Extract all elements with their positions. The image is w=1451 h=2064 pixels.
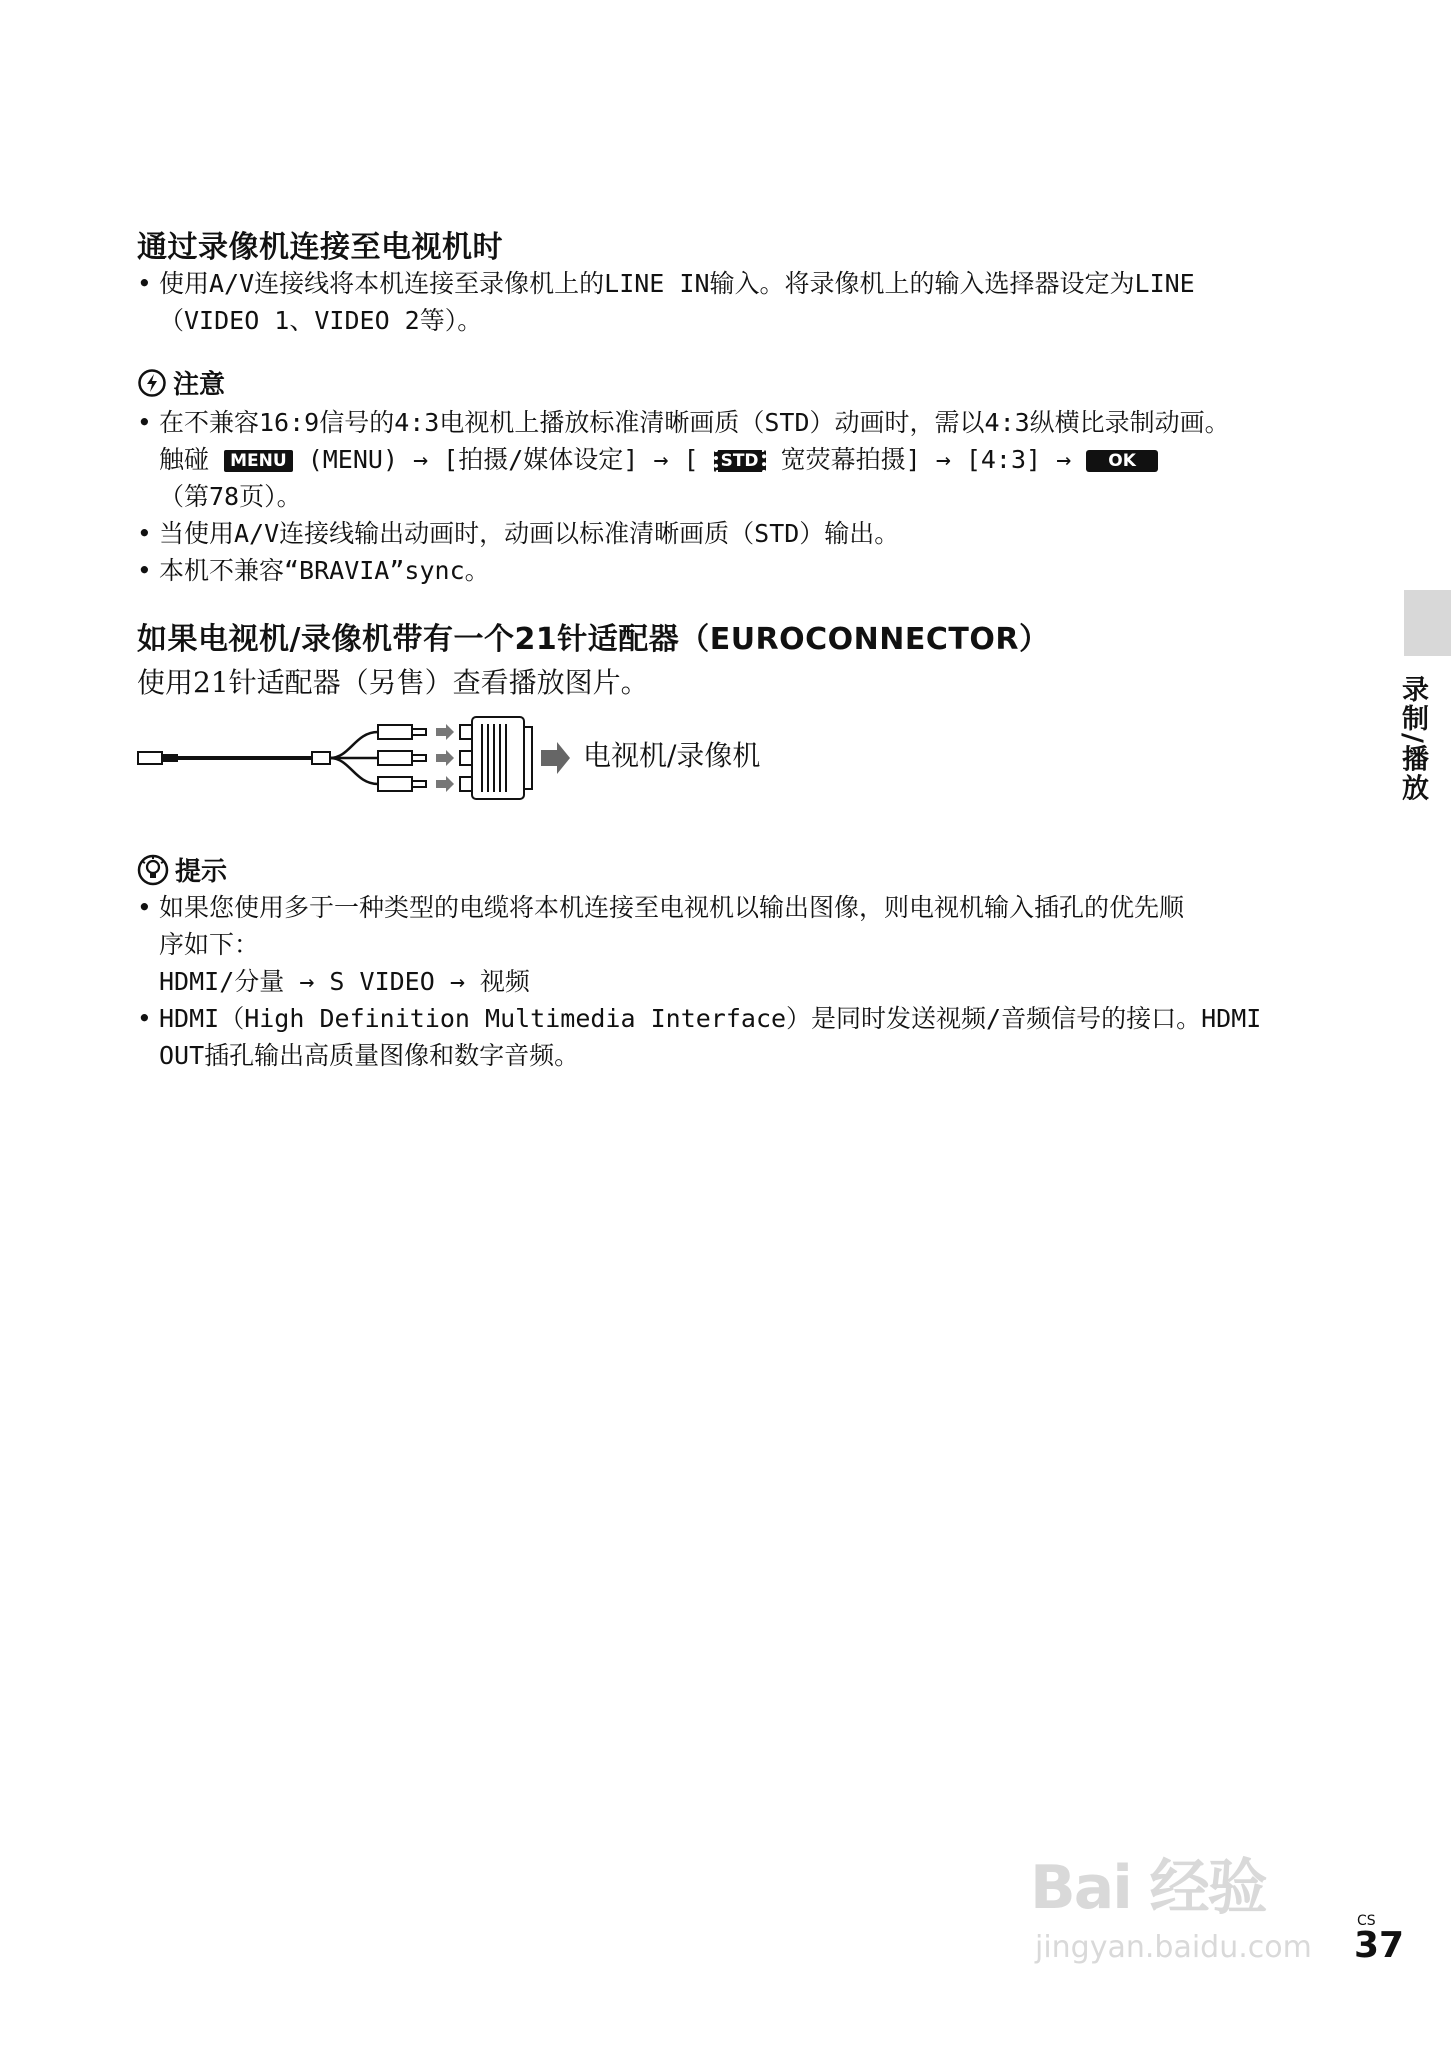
page-number: 37: [1354, 1925, 1405, 1966]
chapter-tab-label: 录制/播放: [1397, 675, 1428, 803]
ok-button-icon: OK: [1086, 450, 1158, 472]
body-text: 本机不兼容“BRAVIA”sync。: [159, 556, 490, 585]
section-heading-vcr: 通过录像机连接至电视机时: [137, 230, 503, 265]
body-text: 如果您使用多于一种类型的电缆将本机连接至电视机以输出图像，则电视机输入插孔的优先顺: [159, 893, 1185, 922]
body-text: 在不兼容16:9信号的4:3电视机上播放标准清晰画质（STD）动画时，需以4:3纵横比录制动画。: [159, 408, 1230, 437]
body-text: 序如下：: [159, 930, 260, 959]
output-arrow-icon: [541, 742, 570, 774]
std-wide-icon: STD: [714, 450, 766, 472]
caution-heading: [137, 364, 225, 401]
menu-button-icon: MENU: [224, 450, 293, 472]
body-text: 使用A/V连接线将本机连接至录像机上的LINE IN输入。将录像机上的输入选择器设定为LINE: [159, 269, 1195, 298]
body-text: 当使用A/V连接线输出动画时，动画以标准清晰画质（STD）输出。: [159, 519, 900, 548]
section-heading-euroconnector: 如果电视机/录像机带有一个21针适配器（EUROCONNECTOR）: [137, 622, 1050, 657]
body-text: （VIDEO 1、VIDEO 2等）。: [159, 306, 483, 335]
bullet: •: [137, 893, 152, 922]
priority-order: HDMI/分量 → S VIDEO → 视频: [159, 967, 530, 996]
cable-connection-diagram: [130, 712, 570, 808]
body-text: HDMI（High Definition Multimedia Interface）是同时发送视频/音频信号的接口。HDMI: [159, 1004, 1262, 1033]
section-intro: 使用21针适配器（另售）查看播放图片。: [137, 666, 649, 699]
baidu-watermark-logo: Bai 经验: [1030, 1853, 1266, 1923]
caution-label: 注意: [173, 370, 226, 400]
av-cable-split-icon: [330, 732, 378, 784]
euroconnector-adapter-icon: [460, 717, 532, 799]
body-text: （第78页）。: [159, 482, 302, 511]
bullet: •: [137, 1004, 152, 1033]
body-text: 宽荧幕拍摄] → [4:3] →: [780, 445, 1072, 474]
bullet: •: [137, 519, 152, 548]
bullet: •: [137, 556, 152, 585]
camera-plug-icon: [138, 752, 178, 764]
body-text: OUT插孔输出高质量图像和数字音频。: [159, 1041, 580, 1070]
bullet: •: [137, 269, 152, 298]
menu-path-line: [159, 441, 1158, 478]
body-text: 触碰: [159, 445, 210, 474]
bullet: •: [137, 408, 152, 437]
hint-label: 提示: [175, 857, 228, 887]
hint-heading: [137, 851, 227, 888]
rca-plug-icons: [378, 725, 426, 791]
caution-icon: [137, 368, 167, 398]
chapter-tab-marker: [1404, 590, 1451, 656]
arrow-icons: [436, 724, 454, 792]
diagram-label-tv-vcr: 电视机/录像机: [583, 739, 761, 772]
hint-lightbulb-icon: [137, 854, 169, 886]
baidu-watermark-url: jingyan.baidu.com: [1035, 1930, 1312, 1965]
body-text: (MENU) → [拍摄/媒体设定] → [: [307, 445, 699, 474]
page-language-code: CS: [1357, 1913, 1376, 1929]
